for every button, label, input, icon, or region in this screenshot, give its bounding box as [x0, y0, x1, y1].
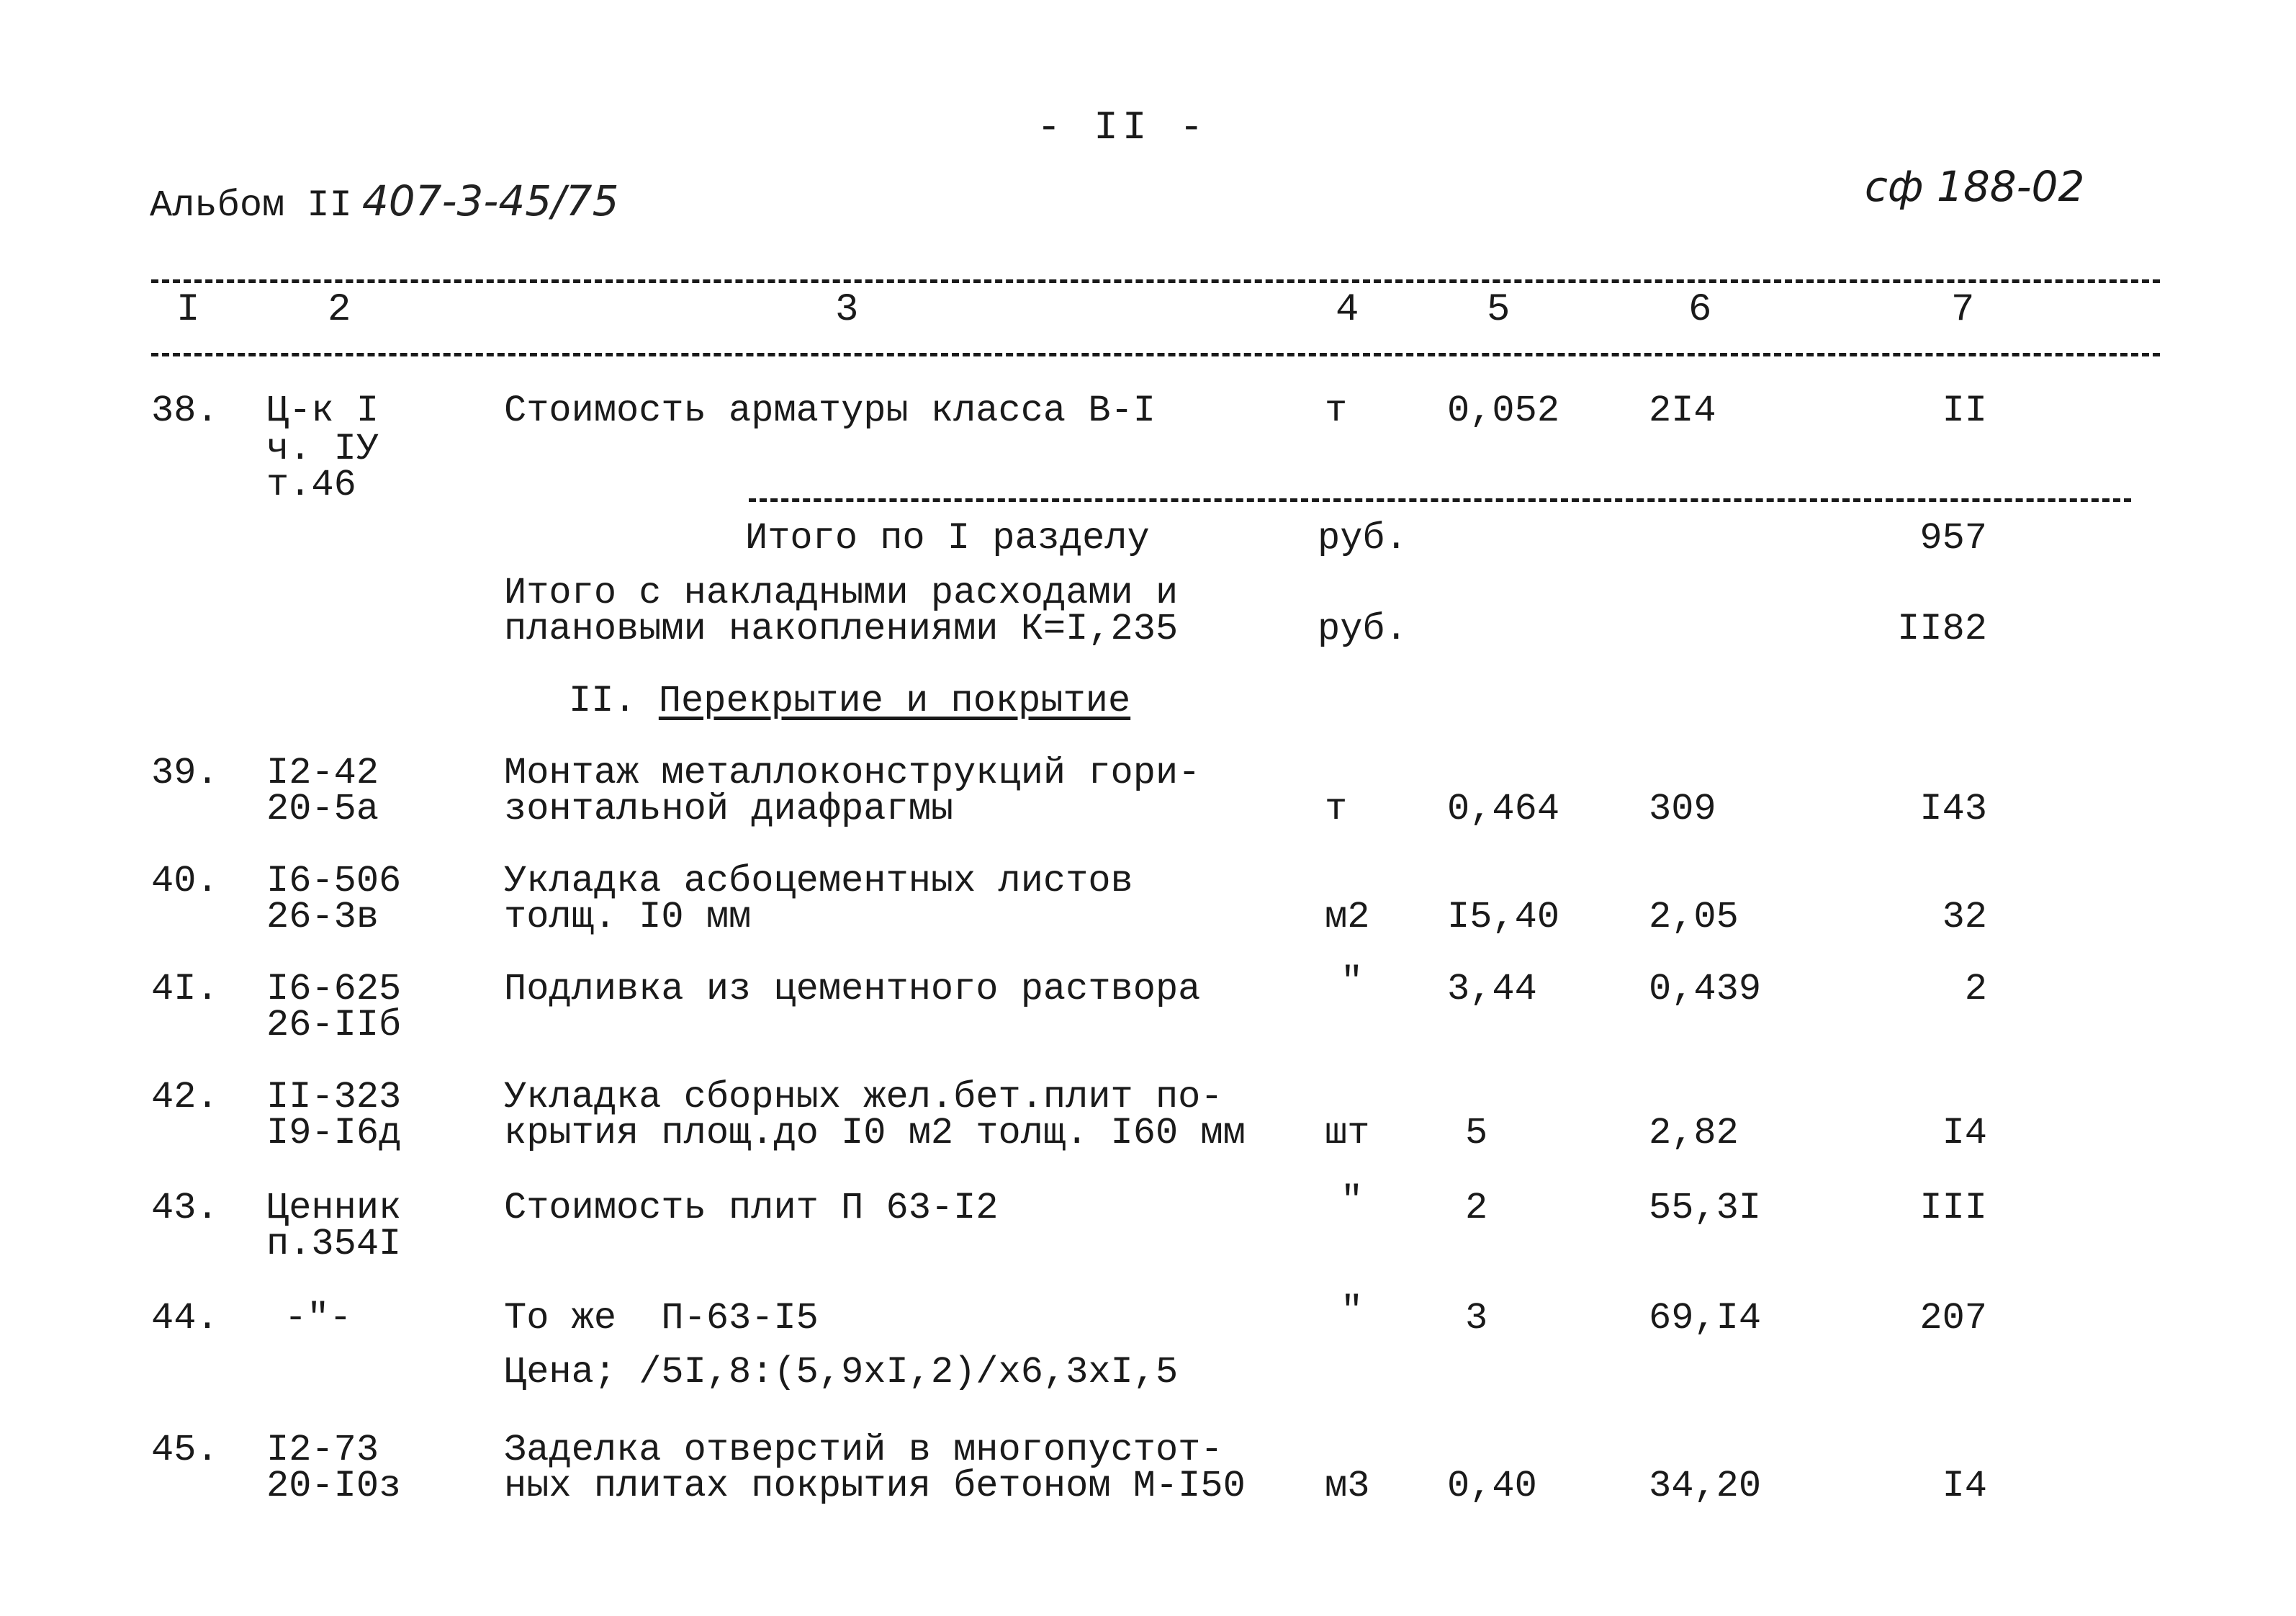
row-43-total: III: [1919, 1187, 1987, 1229]
row-45-total: I4: [1942, 1465, 1987, 1507]
row-38-ref-line-3: т.46: [266, 464, 356, 506]
table-top-rule: [151, 279, 2160, 283]
row-42-number: 42.: [151, 1076, 219, 1118]
row-43-ref-line-2: п.354I: [266, 1223, 402, 1265]
row-45-ref-line-1: I2-73: [266, 1429, 379, 1471]
album-label: Альбом II: [150, 184, 352, 227]
row-40-unit: м2: [1325, 896, 1370, 938]
row-39-description-line-2: зонтальной диафрагмы: [504, 788, 954, 830]
page-number: - II -: [1037, 104, 1208, 151]
subtotal-rule: [749, 498, 2131, 502]
row-44-unit-ditto: ": [1341, 1290, 1364, 1332]
row-45-unit-price: 34,20: [1649, 1465, 1762, 1507]
row-39-ref-line-2: 20-5а: [266, 788, 379, 830]
section-1-total-label: Итого по I разделу: [745, 517, 1150, 560]
row-42-unit-price: 2,82: [1649, 1112, 1739, 1154]
row-45-description-line-2: ных плитах покрытия бетоном М-I50: [504, 1465, 1246, 1507]
row-40-ref-line-1: I6-506: [266, 860, 402, 902]
header-bottom-rule: [151, 353, 2160, 356]
row-38-ref-line-1: Ц-к I: [266, 390, 379, 432]
row-41-unit-ditto: ": [1341, 961, 1364, 1003]
row-44-quantity: 3: [1465, 1297, 1488, 1339]
row-40-description-line-2: толщ. I0 мм: [504, 896, 752, 938]
row-38-unit: т: [1325, 390, 1348, 432]
section-1-total-unit: руб.: [1318, 517, 1408, 560]
row-45-unit: м3: [1325, 1465, 1370, 1507]
row-44-unit-price: 69,I4: [1649, 1297, 1762, 1339]
column-number-5: 5: [1487, 288, 1511, 332]
row-43-number: 43.: [151, 1187, 219, 1229]
row-42-total: I4: [1942, 1112, 1987, 1154]
section-2-title: Перекрытие и покрытие: [658, 680, 1131, 722]
row-44-ref-ditto: -"-: [284, 1297, 352, 1339]
row-43-unit-price: 55,3I: [1649, 1187, 1762, 1229]
column-number-1: I: [176, 288, 200, 332]
overhead-total-unit: руб.: [1318, 608, 1408, 650]
row-40-ref-line-2: 26-3в: [266, 896, 379, 938]
row-40-total: 32: [1942, 896, 1987, 938]
column-number-6: 6: [1688, 288, 1712, 332]
row-38-ref-line-2: ч. IУ: [266, 428, 379, 470]
row-45-quantity: 0,40: [1447, 1465, 1537, 1507]
row-38-unit-price: 2I4: [1649, 390, 1716, 432]
section-2-heading: [569, 680, 1131, 722]
row-40-description-line-1: Укладка асбоцементных листов: [504, 860, 1133, 902]
section-1-total-value: 957: [1919, 517, 1987, 560]
row-42-description-line-2: крытия площ.до I0 м2 толщ. I60 мм: [504, 1112, 1246, 1154]
document-code: сф 188-02: [1865, 162, 2085, 211]
section-2-number: II.: [569, 680, 636, 722]
row-41-quantity: 3,44: [1447, 968, 1537, 1010]
row-44-description: То же П-63-I5: [504, 1297, 819, 1339]
row-45-number: 45.: [151, 1429, 219, 1471]
row-41-unit-price: 0,439: [1649, 968, 1762, 1010]
row-39-description-line-1: Монтаж металлоконструкций гори-: [504, 752, 1201, 794]
row-39-total: I43: [1919, 788, 1987, 830]
row-42-unit: шт: [1325, 1112, 1370, 1154]
row-39-unit: т: [1325, 788, 1348, 830]
row-41-description: Подливка из цементного раствора: [504, 968, 1201, 1010]
row-39-ref-line-1: I2-42: [266, 752, 379, 794]
row-41-total: 2: [1964, 968, 1987, 1010]
row-38-description: Стоимость арматуры класса В-I: [504, 390, 1156, 432]
row-45-description-line-1: Заделка отверстий в многопустот-: [504, 1429, 1223, 1471]
row-42-description-line-1: Укладка сборных жел.бет.плит по-: [504, 1076, 1223, 1118]
column-number-7: 7: [1951, 288, 1975, 332]
column-number-2: 2: [328, 288, 351, 332]
row-40-unit-price: 2,05: [1649, 896, 1739, 938]
column-header-row: [0, 288, 2296, 346]
column-number-4: 4: [1336, 288, 1359, 332]
row-38-number: 38.: [151, 390, 219, 432]
row-40-number: 40.: [151, 860, 219, 902]
row-42-ref-line-1: II-323: [266, 1076, 402, 1118]
row-41-ref-line-1: I6-625: [266, 968, 402, 1010]
overhead-total-value: II82: [1897, 608, 1987, 650]
row-40-quantity: I5,40: [1447, 896, 1560, 938]
row-41-number: 4I.: [151, 968, 219, 1010]
row-43-description: Стоимость плит П 63-I2: [504, 1187, 999, 1229]
row-44-total: 207: [1919, 1297, 1987, 1339]
row-44-price-formula: Цена; /5I,8:(5,9хI,2)/х6,3хI,5: [504, 1351, 1179, 1393]
row-43-unit-ditto: ": [1341, 1180, 1364, 1222]
row-43-ref-line-1: Ценник: [266, 1187, 402, 1229]
row-39-number: 39.: [151, 752, 219, 794]
row-39-unit-price: 309: [1649, 788, 1716, 830]
album-handwritten-number: 407-3-45/75: [361, 176, 619, 225]
row-41-ref-line-2: 26-IIб: [266, 1004, 402, 1046]
column-number-3: 3: [835, 288, 859, 332]
row-39-quantity: 0,464: [1447, 788, 1560, 830]
row-42-quantity: 5: [1465, 1112, 1488, 1154]
overhead-total-label-line-2: плановыми накоплениями К=I,235: [504, 608, 1179, 650]
overhead-total-label-line-1: Итого с накладными расходами и: [504, 572, 1179, 614]
row-42-ref-line-2: I9-I6д: [266, 1112, 402, 1154]
row-43-quantity: 2: [1465, 1187, 1488, 1229]
row-45-ref-line-2: 20-I0з: [266, 1465, 402, 1507]
row-44-number: 44.: [151, 1297, 219, 1339]
row-38-total: II: [1942, 390, 1987, 432]
row-38-quantity: 0,052: [1447, 390, 1560, 432]
album-reference: [150, 176, 618, 227]
